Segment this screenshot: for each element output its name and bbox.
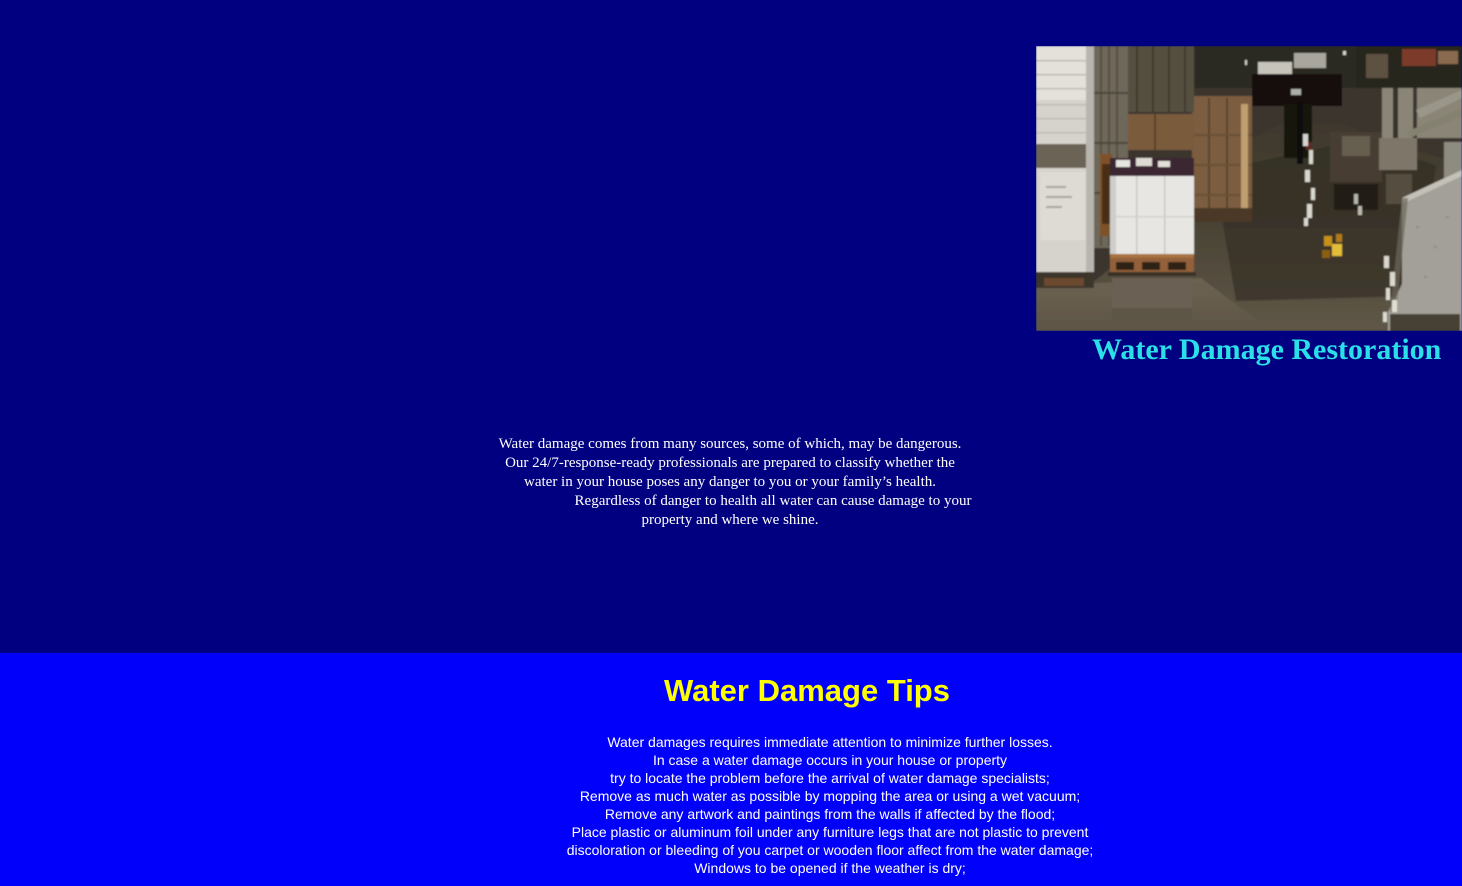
intro-paragraph xyxy=(440,435,1020,530)
tip-line: Remove any artwork and paintings from the walls if affected by the flood; xyxy=(604,806,1056,822)
intro-line: Regardless of danger to health all water can cause damage to your xyxy=(574,493,972,509)
tip-line: In case a water damage occurs in your house or property xyxy=(652,752,1008,768)
intro-line: property and where we shine. xyxy=(641,512,819,528)
tips-section xyxy=(0,653,1462,886)
flooded-warehouse-photo xyxy=(1036,46,1462,331)
flooded-warehouse-illustration xyxy=(1036,46,1462,331)
intro-line: water in your house poses any danger to you or your family’s health. xyxy=(524,474,936,490)
intro-line: Our 24/7-response-ready professionals are prepared to classify whether the xyxy=(505,455,955,471)
tip-line: Remove as much water as possible by mopping the area or using a wet vacuum; xyxy=(579,788,1081,804)
tips-heading: Water Damage Tips xyxy=(664,673,950,708)
tip-line: Windows to be opened if the weather is dry; xyxy=(694,860,966,876)
tip-line: discoloration or bleeding of you carpet or wooden floor affect from the water damage; xyxy=(566,842,1094,858)
tip-line: Place plastic or aluminum foil under any furniture legs that are not plastic to prevent xyxy=(571,824,1089,840)
intro-line: Water damage comes from many sources, some of which, may be dangerous. xyxy=(498,436,962,452)
restoration-heading: Water Damage Restoration xyxy=(1092,333,1442,366)
tip-line: try to locate the problem before the arrival of water damage specialists; xyxy=(610,770,1050,786)
tips-list xyxy=(370,733,1290,877)
tip-line: Water damages requires immediate attention to minimize further losses. xyxy=(607,734,1053,750)
